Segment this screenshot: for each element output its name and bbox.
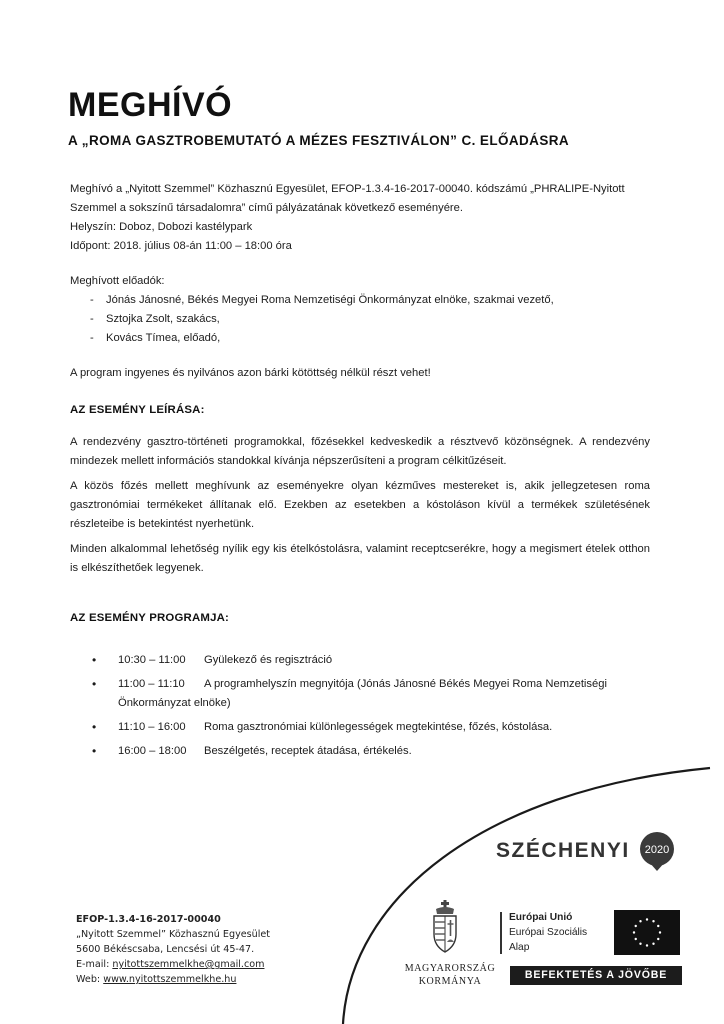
- email-link[interactable]: nyitottszemmelkhe@gmail.com: [112, 959, 265, 970]
- eu-star: [657, 938, 659, 940]
- organization-address: 5600 Békéscsaba, Lencsési út 45-47.: [76, 944, 255, 955]
- eu-label: [509, 910, 587, 955]
- eu-star: [635, 938, 637, 940]
- program-text-continued: Önkormányzat elnöke): [118, 697, 231, 709]
- eu-star: [635, 925, 637, 927]
- program-time: 10:30 – 11:00: [118, 654, 186, 666]
- program-text: Roma gasztronómiai különlegességek megtekintése, főzés, kóstolása.: [204, 721, 553, 733]
- eu-star: [659, 931, 661, 933]
- intro-paragraph: Meghívó a „Nyitott Szemmel” Közhasznú Egyesület, EFOP-1.3.4-16-2017-00040. kódszámú „PHRALIPE-Nyitott Szemmel a sokszínű társadalomra” című pályázatának következő eseményére.: [70, 183, 625, 214]
- time-line: Időpont: 2018. július 08-án 11:00 – 18:00 óra: [70, 240, 292, 252]
- eu-divider: [500, 912, 502, 954]
- bullet-marker: •: [92, 677, 97, 691]
- dash-marker: -: [90, 313, 94, 325]
- footer-contact: [76, 912, 346, 987]
- speakers-label: Meghívott előadók:: [70, 275, 165, 287]
- speaker-text: Jónás Jánosné, Békés Megyei Roma Nemzetiségi Önkormányzat elnöke, szakmai vezető,: [106, 294, 554, 306]
- description-heading: AZ ESEMÉNY LEÍRÁSA:: [70, 404, 205, 416]
- eu-star: [646, 944, 648, 946]
- organization-name: „Nyitott Szemmel” Közhasznú Egyesület: [76, 929, 271, 940]
- program-time: 11:00 – 11:10: [118, 678, 185, 690]
- speaker-text: Sztojka Zsolt, szakács,: [106, 313, 220, 325]
- program-time: 16:00 – 18:00: [118, 745, 187, 757]
- web-line: [76, 972, 346, 987]
- email-label: E-mail:: [76, 959, 110, 970]
- government-line-2: KORMÁNYA: [418, 976, 482, 987]
- eu-star: [652, 920, 654, 922]
- document-title: MEGHÍVÓ: [68, 86, 233, 124]
- eu-line-2: Európai Szociális: [509, 927, 588, 938]
- szechenyi-year: 2020: [644, 844, 669, 856]
- description-paragraph: Minden alkalommal lehetőség nyílik egy kis ételkóstolásra, valamint receptcserékre, hogy a megismert ételek otthon is elkészíthetőek legyenek.: [70, 543, 650, 574]
- government-label: [400, 962, 500, 988]
- program-time: 11:10 – 16:00: [118, 721, 186, 733]
- eu-line-3: Alap: [509, 942, 530, 953]
- program-text: Gyülekező és regisztráció: [204, 654, 333, 666]
- eu-flag-icon: [614, 910, 680, 955]
- speaker-text: Kovács Tímea, előadó,: [106, 332, 221, 344]
- szechenyi-wordmark: SZÉCHENYI: [496, 839, 630, 862]
- government-line-1: MAGYARORSZÁG: [404, 963, 496, 974]
- szechenyi-pin-icon: [636, 830, 678, 872]
- bullet-marker: •: [92, 653, 97, 667]
- description-paragraph: A közös főzés mellett meghívunk az eseményekre olyan kézműves mestereket is, akik jellegzetesen roma gasztronómiai termékeket állítanak elő. Ezekben az esetekben a kóstoláson kívül a termékek születésének részleteibe is betekintést nyerhetünk.: [70, 480, 650, 530]
- description-paragraph: A rendezvény gasztro-történeti programokkal, főzésekkel kedveskedik a résztvevő közönségnek. A rendezvény mindezek mellett információs standokkal kívánja népszerűsíteni a program célkitűzéseit.: [70, 436, 650, 467]
- eu-star: [639, 943, 641, 945]
- bullet-marker: •: [92, 744, 97, 758]
- eu-star: [633, 931, 635, 933]
- web-label: Web:: [76, 974, 101, 985]
- eu-star: [639, 920, 641, 922]
- document-subtitle: A „ROMA GASZTROBEMUTATÓ A MÉZES FESZTIVÁLON” C. ELŐADÁSRA: [68, 133, 570, 148]
- program-heading: AZ ESEMÉNY PROGRAMJA:: [70, 612, 230, 624]
- web-link[interactable]: www.nyitottszemmelkhe.hu: [103, 974, 237, 985]
- eu-star: [657, 925, 659, 927]
- szechenyi-2020-logo: [496, 830, 678, 872]
- program-text: A programhelyszín megnyitója (Jónás Jánosné Békés Megyei Roma Nemzetiségi: [204, 678, 607, 690]
- bullet-marker: •: [92, 720, 97, 734]
- program-text: Beszélgetés, receptek átadása, értékelés.: [204, 745, 412, 757]
- email-line: [76, 957, 346, 972]
- eu-line-1: Európai Unió: [509, 912, 573, 923]
- eu-star: [652, 943, 654, 945]
- free-note: A program ingyenes és nyilvános azon bárki kötöttség nélkül részt vehet!: [70, 367, 431, 379]
- project-code: EFOP-1.3.4-16-2017-00040: [76, 914, 221, 925]
- dash-marker: -: [90, 332, 94, 344]
- dash-marker: -: [90, 294, 94, 306]
- eu-star: [646, 918, 648, 920]
- venue-line: Helyszín: Doboz, Dobozi kastélypark: [70, 221, 253, 233]
- invest-banner: BEFEKTETÉS A JÖVŐBE: [510, 966, 682, 985]
- hungarian-crest-icon: [430, 900, 460, 960]
